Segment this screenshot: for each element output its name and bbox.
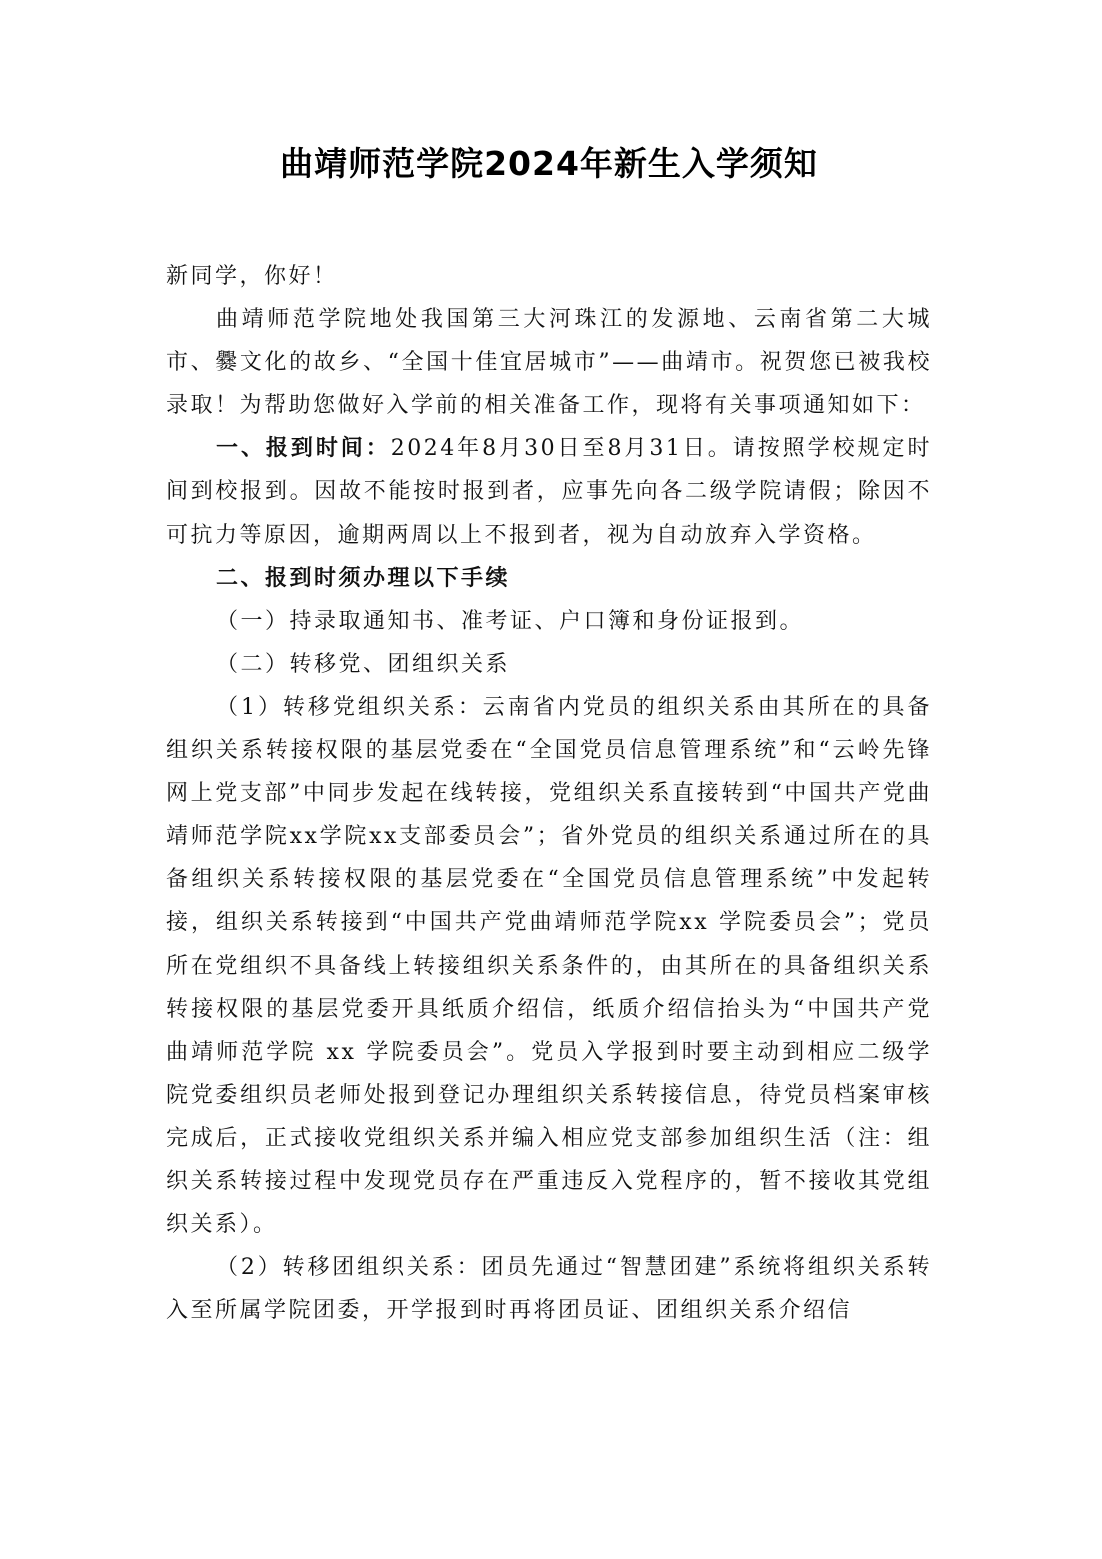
section-1-heading: 一、报到时间： [216, 436, 391, 462]
intro-paragraph: 曲靖师范学院地处我国第三大河珠江的发源地、云南省第二大城市、爨文化的故乡、“全国十佳宜居城市”——曲靖市。祝贺您已被我校录取！为帮助您做好入学前的相关准备工作，现将有关事项通知如下： [166, 307, 932, 419]
document-body [166, 255, 932, 1332]
document-title: 曲靖师范学院2024年新生入学须知 [280, 144, 818, 183]
section-1-text: 2024年8月30日至8月31日。请按照学校规定时间到校报到。因故不能按时报到者，应事先向各二级学院请假；除因不可抗力等原因，逾期两周以上不报到者，视为自动放弃入学资格。 [166, 436, 932, 548]
section-1-paragraph [166, 427, 932, 556]
party-transfer-paragraph: （1）转移党组织关系：云南省内党员的组织关系由其所在的具备组织关系转接权限的基层党委在“全国党员信息管理系统”和“云岭先锋网上党支部”中同步发起在线转接，党组织关系直接转到“中国共产党曲靖师范学院xx学院xx支部委员会”；省外党员的组织关系通过所在的具备组织关系转接权限的基层党委在“全国党员信息管理系统”中发起转接，组织关系转接到“中国共产党曲靖师范学院xx 学院委员会”；党员所在党组织不具备线上转接组织关系条件的，由其所在的具备组织关系转接权限的基层党委开具纸质介绍信，纸质介绍信抬头为“中国共产党曲靖师范学院 xx 学院委员会”。党员入学报到时要主动到相应二级学院党委组织员老师处报到登记办理组织关系转接信息，待党员档案审核完成后，正式接收党组织关系并编入相应党支部参加组织生活（注：组织关系转接过程中发现党员存在严重违反入党程序的，暂不接收其党组织关系）。 [166, 694, 932, 1238]
greeting: 新同学，你好！ [166, 264, 338, 289]
league-transfer-paragraph: （2）转移团组织关系：团员先通过“智慧团建”系统将组织关系转入至所属学院团委，开学报到时再将团员证、团组织关系介绍信 [166, 1255, 932, 1324]
section-2-item-1: （一）持录取通知书、准考证、户口簿和身份证报到。 [216, 608, 805, 634]
section-2-heading: 二、报到时须办理以下手续 [216, 565, 511, 591]
section-2-item-2: （二）转移党、团组织关系 [216, 651, 511, 677]
